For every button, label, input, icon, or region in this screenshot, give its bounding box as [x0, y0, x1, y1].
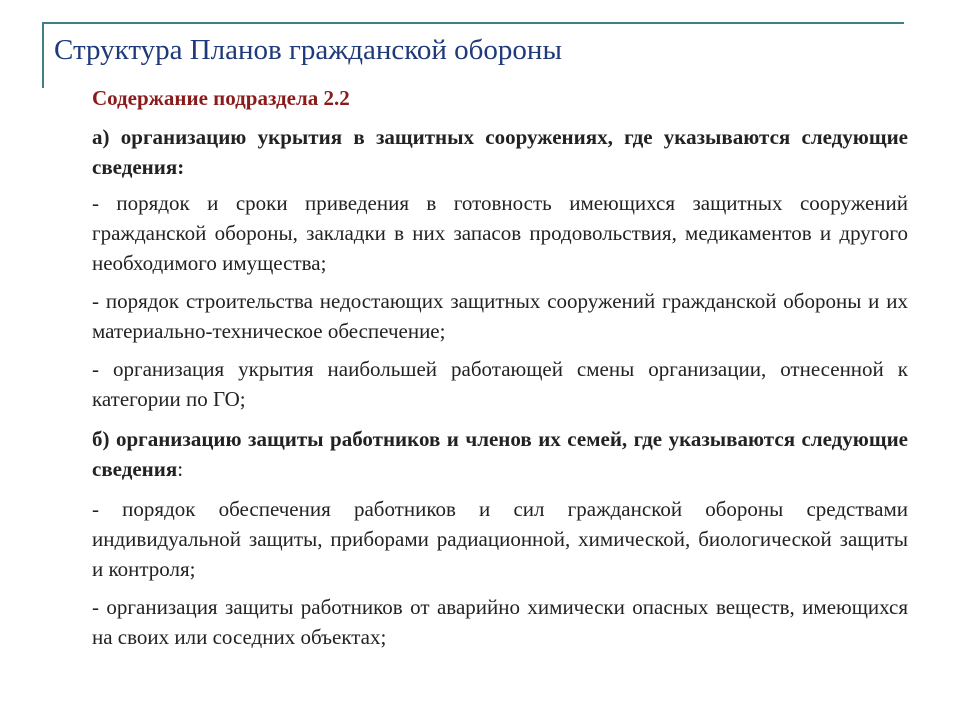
- title-left-rule: [42, 22, 44, 88]
- section-a-heading: а) организацию укрытия в защитных сооружениях, где указываются следующие сведения:: [92, 125, 908, 179]
- section-b-heading-colon: :: [177, 457, 184, 481]
- section-a-item-3: - организация укрытия наибольшей работающей смены организации, отнесенной к категории по ГО;: [92, 357, 908, 411]
- slide-title: Структура Планов гражданской обороны: [54, 34, 562, 66]
- section-b-heading-text: б) организацию защиты работников и членов их семей, где указываются следующие сведения: [92, 427, 908, 481]
- title-top-rule: [42, 22, 904, 24]
- section-b-item-2: - организация защиты работников от аварийно химически опасных веществ, имеющихся на своих или соседних объектах;: [92, 595, 908, 649]
- slide-body: [92, 122, 908, 652]
- section-a-item-2: - порядок строительства недостающих защитных сооружений гражданской обороны и их материально-техническое обеспечение;: [92, 289, 908, 343]
- slide-subtitle: Содержание подраздела 2.2: [92, 86, 350, 110]
- section-a-item-1: - порядок и сроки приведения в готовность имеющихся защитных сооружений гражданской обороны, закладки в них запасов продовольствия, медикаментов и другого необходимого имущества;: [92, 191, 908, 275]
- section-b-item-1: - порядок обеспечения работников и сил гражданской обороны средствами индивидуальной защиты, приборами радиационной, химической, биологической защиты и контроля;: [92, 497, 908, 581]
- section-b-heading: [92, 424, 908, 484]
